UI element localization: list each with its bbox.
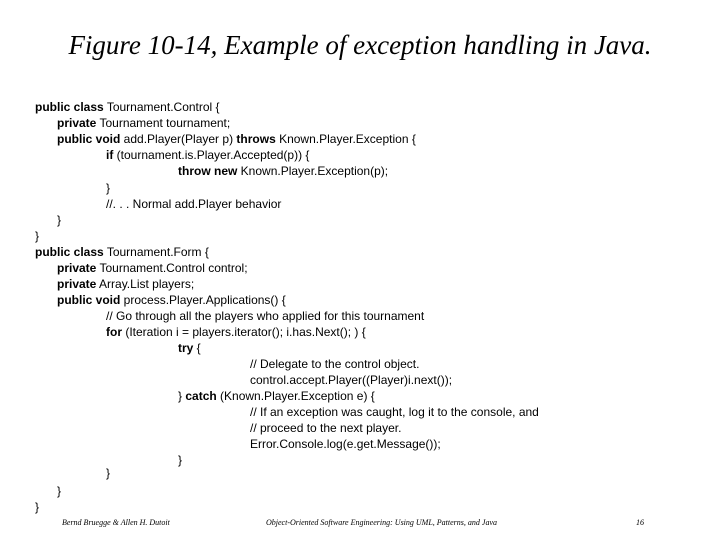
code-line (57, 261, 248, 275)
code-text: } (35, 229, 40, 243)
code-text: Array.List players; (96, 277, 195, 291)
code-line (35, 245, 209, 259)
code-keyword: public class (35, 245, 104, 259)
code-keyword: private (57, 116, 97, 130)
code-text: // proceed to the next player. (250, 421, 402, 435)
code-text: Tournament.Control control; (96, 261, 248, 275)
code-line (106, 325, 366, 339)
code-line (106, 197, 281, 211)
code-text: Known.Player.Exception(p); (237, 164, 389, 178)
code-text: control.accept.Player((Player)i.next()); (250, 373, 453, 387)
code-text: } (178, 453, 183, 467)
code-text: Tournament.Control { (103, 100, 220, 114)
code-line (250, 421, 401, 435)
footer-book-title: Object-Oriented Software Engineering: Using UML, Patterns, and Java (266, 518, 497, 527)
code-line (35, 100, 220, 114)
slide-title: Figure 10-14, Example of exception handling in Java. (68, 30, 652, 60)
code-line (57, 484, 61, 498)
code-line (35, 500, 39, 514)
code-line (178, 453, 182, 467)
code-line (250, 437, 441, 451)
code-line (178, 164, 388, 178)
code-keyword: public class (35, 100, 104, 114)
code-line (35, 229, 39, 243)
code-text: Tournament tournament; (96, 116, 231, 130)
code-line (250, 373, 452, 387)
page-number: 16 (636, 518, 644, 527)
code-keyword: if (106, 148, 114, 162)
code-line (178, 389, 375, 403)
code-line (250, 405, 539, 419)
code-text: } (57, 213, 62, 227)
code-text: // Delegate to the control object. (250, 357, 420, 371)
code-line (106, 309, 424, 323)
code-keyword: public void (57, 132, 121, 146)
code-line (106, 466, 110, 480)
code-text: (Known.Player.Exception e) { (216, 389, 375, 403)
code-keyword: private (57, 261, 97, 275)
code-text: (tournament.is.Player.Accepted(p)) { (113, 148, 310, 162)
code-text: } (106, 181, 111, 195)
code-line (57, 293, 286, 307)
code-text: // If an exception was caught, log it to the console, and (250, 405, 539, 419)
code-text: Error.Console.log(e.get.Message()); (250, 437, 441, 451)
code-line (57, 116, 230, 130)
code-text: // Go through all the players who applied for this tournament (106, 309, 425, 323)
code-keyword: public void (57, 293, 121, 307)
code-text: Known.Player.Exception { (275, 132, 416, 146)
code-line (106, 148, 309, 162)
code-line (250, 357, 419, 371)
code-keyword: throw new (178, 164, 238, 178)
code-line (57, 213, 61, 227)
code-text: } (106, 466, 111, 480)
code-line (106, 181, 110, 195)
code-text: process.Player.Applications() { (120, 293, 286, 307)
code-text: //. . . Normal add.Player behavior (106, 197, 282, 211)
footer-authors: Bernd Bruegge & Allen H. Dutoit (62, 518, 170, 527)
code-line (57, 132, 416, 146)
code-text: (Iteration i = players.iterator(); i.has.Next(); ) { (122, 325, 366, 339)
code-text: add.Player(Player p) (120, 132, 237, 146)
code-keyword: private (57, 277, 97, 291)
code-text: } (35, 500, 40, 514)
code-keyword: try (178, 341, 194, 355)
code-text: } (57, 484, 62, 498)
code-text: } (178, 389, 186, 403)
code-line (57, 277, 194, 291)
code-text: Tournament.Form { (103, 245, 209, 259)
code-text: { (193, 341, 201, 355)
code-keyword: catch (185, 389, 217, 403)
code-keyword: throws (236, 132, 276, 146)
code-keyword: for (106, 325, 122, 339)
code-line (178, 341, 201, 355)
